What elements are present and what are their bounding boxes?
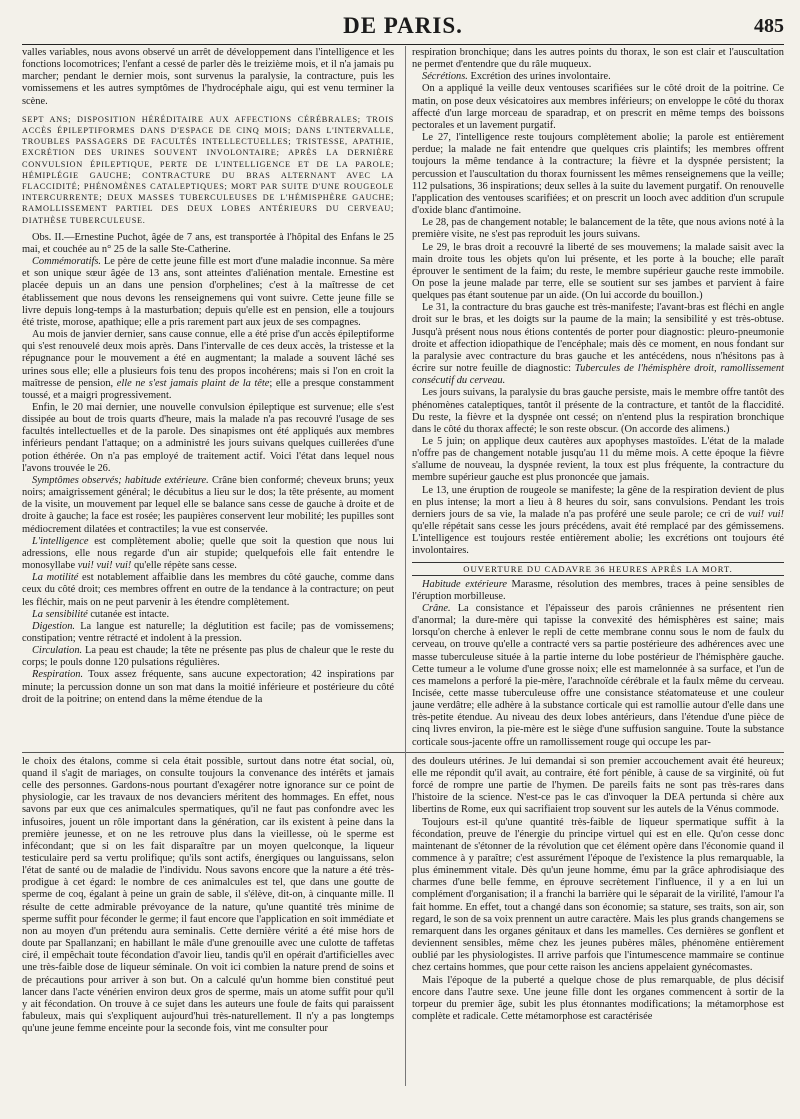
autopsy-heading: OUVERTURE DU CADAVRE 36 HEURES APRÈS LA MORT. [412,562,784,576]
section-label: Digestion. [32,620,76,632]
feuilleton-paragraph: Mais l'époque de la puberté a quelque chose de plus remarquable, de plus décisif encore dans l'autre sexe. Une jeune fille dont les organes commencent à sortir de la torpeur du premier âge, subit les plus étonnantes modifications; la métamorphose est complète et radicale. Cette métamorphose est caractérisée [412,974,784,1023]
paragraph-digestion: Digestion. La langue est naturelle; la déglutition est facile; pas de vomissemens; constipation; ventre rétracté et indolent à la pression. [22,620,394,644]
observation-intro: Obs. II.—Ernestine Puchot, âgée de 7 ans, est transportée à l'hôpital des Enfans le 25 mai, et couchée au n° 25 de la salle Ste-Catherine. [22,231,394,255]
section-label: Commémoratifs. [32,256,101,268]
page-number: 485 [754,15,784,37]
section-label: Symptômes observés; habitude extérieure. [32,474,209,486]
section-label: Circulation. [32,645,83,657]
page-header [22,10,784,45]
section-label: La motilité [32,572,79,584]
paragraph-le-13: Le 13, une éruption de rougeole se manifeste; la gêne de la respiration devient de plus en plus intense; la mort a lieu à 8 heures du soir, sans convulsions. Pendant les trois derniers jours de sa vie, la malade n'a pas proféré une seule parole; ce cri de vui! vui! qu'elle répétait sans cesse les jours précédens, avait été remplacé par des gémissemens. L'intelligence est toujours restée entièrement abolie; les excrétions ont toujours été involontaires. [412,484,784,557]
feuilleton-left-text: le choix des étalons, comme si cela était possible, surtout dans notre état social, où, quand il s'agit de mariages, on consulte toujours la convenance des intérêts et jamais celle des personnes. Gardons-nous pourtant d'exagérer notre ignorance sur ce point de physiologie, car les travaux de nos devanciers méritent des hommages. En effet, nous savons par eux que ces animalcules spermatiques, qu'il ne faut pas confondre avec les infusoires, jouent un rôle important dans la génération, car ils existent à peine dans la première jeunesse, et on ne les retrouve plus dans la vieillesse, où le sperme est infécondant; que si on les fait disparaître par un moyen quelconque, la liqueur testiculaire perd sa vertu prolifique; qu'ils sont actifs, énergiques ou languissans, selon l'état de santé ou de maladie de l'individu. Nous savons encore que la nature a été très-prodigue à cet égard: le nombre de ces animalcules est tel, que dans une goutte de sperme de coq, égalant à peine un grain de sable, il s'élève, dit-on, à cinquante mille. Il résulte de cette admirable prévoyance de la nature, qu'une quantité très minime de sperme suffit pour féconder le germe; il faut encore que l'application en soit immédiate et non au moyen d'un prétendu aura seminalis. Cette dernière vérité a été mise hors de doute par Spallanzani; en habillant le mâle d'une grenouille avec une culotte de taffetas ciré, il empêchait toute fécondation d'avoir lieu, tandis qu'il en opérait d'artificielles avec une très-faible dose de liqueur séminale. On voit ici combien la nature prend de soins et de précautions pour arriver à son but. On a calculé qu'un homme bien constitué peut lancer dans l'acte vénérien environ deux gros de sperme, mais un atome suffit pour qu'il y ait fécondation. On trouve à ce sujet dans les auteurs une foule de faits qui paraissent fabuleux, mais qui s'expliquent aujourd'hui très-naturellement. Il n'y a pas longtemps qu'une jeune femme enceinte pour la seconde fois, vint me consulter pour [22,755,394,1035]
right-bottom-column [412,756,784,1036]
paragraph-commemoratifs: Commémoratifs. Le père de cette jeune fille est mort d'une maladie inconnue. Sa mère et son unique sœur âgée de 13 ans, sont atteintes d'aliénation mentale. Ernestine est placée depuis un an dans une pension d'orphelines; c'est à la maîtresse de cet établissement que nous devons les renseignemens qui vont suivre. Cette jeune fille se livre depuis long-temps à la masturbation; depuis qu'elle est en pension, elle a toujours été triste, morose, apathique; elle a pris rarement part aux jeux de ses compagnes. [22,256,394,328]
paragraph-mai: Enfin, le 20 mai dernier, une nouvelle convulsion épileptique est survenue; elle s'est dissipée au bout de trois quarts d'heure, mais la malade n'a pas recouvré l'usage de ses facultés intellectuelles et de la parole. Des sinapismes ont été appliqués aux membres inférieurs pendant l'attaque; on a administré les jours suivans quelques cuillerées d'une potion éthérée. On n'a pas employé de traitement actif. Voici l'état dans lequel nous l'avons trouvée le 26. [22,402,394,474]
section-label: Crâne. [422,602,451,614]
paragraph-jours-suivans: Les jours suivans, la paralysie du bras gauche persiste, mais le membre offre tantôt des phénomènes cataleptiques, tantôt il présente de la contracture, et tantôt de la flaccidité. Du reste, la fièvre et la dyspnée ont cessé; on n'entend plus la respiration bronchique dans le côté du thorax affecté; le son reste obscur. (On accorde des alimens.) [412,387,784,435]
section-label: Habitude extérieure [422,578,507,590]
paragraph-intelligence: L'intelligence est complètement abolie; quelle que soit la question que nous lui adressions, elle nous regarde d'un air stupide; quelquefois elle fait entendre le monosyllabe vui! vui! vui! qu'elle répète sans cesse. [22,535,394,572]
paragraph-symptomes: Symptômes observés; habitude extérieure. Crâne bien conformé; cheveux bruns; yeux noirs; amaigrissement général; le décubitus a lieu sur le dos; la tête présente, au moment de la visite, un mouvement par lequel elle se balance sans cesse de gauche à droite et de droite à gauche; la face est rosée; les paupières conservent leur mobilité; les pupilles sont médiocrement dilatées et contractiles; la vue est conservée. [22,474,394,535]
paragraph-habitude: Habitude extérieure Marasme, résolution des membres, traces à peine sensibles de l'éruption morbilleuse. [412,578,784,602]
left-column [22,47,394,749]
page-title: DE PARIS. [343,13,463,38]
feuilleton-paragraph: Toujours est-il qu'une quantité très-faible de liqueur spermatique suffit à la fécondation, preuve de l'énergie du principe virtuel qui est en elle. Qu'on cesse donc maintenant de s'étonner de la révolution que cet élément opère dans l'économie quand il commence à y paraître; c'est assurément l'époque de l'existence la plus remarquable, la plus éminemment vitale. Dès qu'un jeune homme, ému par la grâce aphrodisiaque des charmes d'une belle femme, en éprouve secrètement l'influence, il y a en lui un complément d'organisation; il a franchi la barrière qui le séparait de la virilité, l'amour l'a fait homme. En effet, tout a changé dans son économie; sa stature, ses traits, son air, son regard, le son de sa voix prennent un autre caractère. Mais les plus grands changemens se remarquent dans les organes génitaux et dans les mamelles. Ces dernières se gonflent et deviennent sensibles, même chez les jeunes pubères mâles, phénomène entièrement oublié par les physiologistes. Il arrive parfois que l'intumescence mammaire se continue chez certains hommes, que pour cette raison les anciens appelaient gynécomastes. [412,816,784,974]
paragraph-circulation: Circulation. La peau est chaude; la tête ne présente pas plus de chaleur que le reste du corps; le pouls donne 120 pulsations régulières. [22,645,394,669]
paragraph-ventouses: On a appliqué la veille deux ventouses scarifiées sur le côté droit de la poitrine. Ce matin, on pose deux vésicatoires aux membres inférieurs; on enveloppe le côté du thorax affecté d'un large morceau de sparadrap, et on prescrit en même temps des boissons pectorales et un lavement purgatif. [412,83,784,131]
feuilleton-rule [22,752,784,753]
lower-columns [22,756,784,1036]
section-label: La sensibilité [32,608,88,620]
paragraph-le-28: Le 28, pas de changement notable; le balancement de la tête, que nous avions noté à la première visite, ne s'est pas reproduit les jours suivans. [412,217,784,241]
paragraph-le-29: Le 29, le bras droit a recouvré la liberté de ses mouvemens; la malade saisit avec la main droite tous les objets qu'on lui présente, et les porte à la bouche; elle paraît éprouver le sentiment de la faim; du reste, le membre supérieur gauche reste immobile. On pose la jeune malade par terre, elle se soutient sur ses jambes et parvient à faire quelques pas étant soutenue par un aide. (On lui accorde du bouillon.) [412,241,784,302]
upper-columns [22,47,784,749]
section-label: Sécrétions. [422,71,468,83]
column-divider [405,46,406,1086]
opening-paragraph: valles variables, nous avons observé un arrêt de développement dans l'intelligence et les fonctions locomotrices; l'enfant a cessé de parler dès le treizième mois, et il n'a jamais pu marcher; pendant le dernier mois, sont survenus la paralysie, la contracture, puis les vomissemens et les autres symptômes de l'hydrocéphale aigu, qui est venu terminer la scène. [22,47,394,107]
paragraph-respiration: Respiration. Toux assez fréquente, sans aucune expectoration; 42 inspirations par minute; la percussion donne un son mat dans la moitié inférieure et postérieure du côté droit de la poitrine; on entend dans la même étendue de la [22,669,394,705]
paragraph-le-27: Le 27, l'intelligence reste toujours complètement abolie; la parole est entièrement perdue; la malade ne fait entendre que quelques cris plaintifs; les membres offrent toujours la même tendance à la contracture; la fièvre et la dyspnée persistent; la percussion et l'auscultation du thorax fournissent les mêmes renseignemens que la veille; 112 pulsations, 36 inspirations; deux selles à la suite du lavement purgatif. On renouvelle l'application des ventouses scarifiées; et on prescrit un looch avec addition d'un scrupule d'oxide blanc d'antimoine. [412,132,784,217]
section-label: L'intelligence [32,535,89,547]
paragraph-5-juin: Le 5 juin; on applique deux cautères aux apophyses mastoïdes. L'état de la malade n'offre pas de changement notable jusqu'au 11 du même mois. A cette époque la fièvre s'allume de nouveau, la dyspnée revient, la toux est plus fréquente, la contracture du membre supérieur gauche est plus prononcée que jamais. [412,436,784,484]
continued-paragraph: respiration bronchique; dans les autres points du thorax, le son est clair et l'auscultation ne permet d'entendre que du râle muqueux. [412,47,784,71]
feuilleton-paragraph: des douleurs utérines. Je lui demandai si son premier accouchement avait été heureux; elle me répondit qu'il avait, au contraire, été fort pénible, à cause de sa virginité, où fut forcé de rompre une partie de l'hymen. De pareils faits ne sont pas très-rares dans l'histoire de la science. N'est-ce pas le cas d'invoquer la DEA pertunda si chère aux libertins de Rome, eux qui sacrifiaient trop souvent sur les autels de la Vénus commode. [412,755,784,816]
left-bottom-column [22,756,394,1036]
section-label: Respiration. [32,669,84,681]
paragraph-motilite: La motilité est notablement affaiblie dans les membres du côté gauche, comme dans ceux du côté droit; ces membres offrent en outre de la tendance à la contracture; on peut les fléchir, mais on ne peut parvenir à les étendre complètement. [22,572,394,608]
paragraph-le-31: Le 31, la contracture du bras gauche est très-manifeste; l'avant-bras est fléchi en angle droit sur le bras, et les doigts sur la paume de la main; la sensibilité y est très-obtuse. Jusqu'à présent nous nous étions contentés de porter pour diagnostic: pleuro-pneumonie droite et affection idiopathique de l'encéphale; mais dès ce moment, en nous fondant sur la paralysie avec contracture du bras gauche et les antécédens, nous n'hésitons pas à écrire sur notre feuille de diagnostic: Tubercules de l'hémisphère droit, ramollissement consécutif du cerveau. [412,302,784,387]
newspaper-page [22,10,784,1035]
right-column [412,47,784,749]
paragraph-crane: Crâne. La consistance et l'épaisseur des parois crâniennes ne présentent rien d'anormal; la dure-mère qui tapisse la convexité des hémisphères est saine; mais lorsqu'on cherche à enlever le repli de cette membrane connu sous le nom de faulx du cerveau, on trouve qu'elle a contracté vers sa partie postérieure des adhérences avec une masse tuberculeuse située à la partie interne du lobe postérieur de l'hémisphère gauche. Cette tumeur a le volume d'une grosse noix; elle est mamelonnée à sa surface, et l'un de ces mamelons a perforé la pie-mère, l'arachnoïde cérébrale et la faulx même du cerveau. Incisée, cette masse tuberculeuse offre une consistance stéatomateuse et une couleur jaune verdâtre; elle adhère à la substance corticale qui est ramollie autour d'elle dans une très-petite étendue. Au niveau des deux lobes antérieurs, dans l'étendue d'une pièce de cinq livres environ, la pie-mère est le siège d'une suffusion sanguine. Toute la substance corticale sous-jacente offre un ramollissement rouge qui occupe les par- [412,602,784,748]
paragraph-janvier: Au mois de janvier dernier, sans cause connue, elle a été prise d'un accès épileptiforme qui s'est renouvelé deux mois après. Dans l'intervalle de ces deux accès, la tristesse et la répugnance pour le mouvement a été en augmentant; la malade a souvent lâché ses urines sous elle; elle a plusieurs fois tenu des propos incohérens; mais si l'on en croit la maîtresse de pension, elle ne s'est jamais plaint de la tête; elle a presque constamment toussé, et a maigri progressivement. [22,329,395,401]
case-summary: SEPT ANS; DISPOSITION HÉRÉDITAIRE AUX AFFECTIONS CÉRÉBRALES; TROIS ACCÈS ÉPILEPTIFORMES DANS D'ESPACE DE CINQ MOIS; DANS L'INTERVALLE, TROUBLES PASSAGERS DE FACULTÉS INTELLECTUELLES; TRISTESSE, APATHIE, EXCRÉTION DES URINES SOUVENT INVOLONTAIRE; APRÈS LA DERNIÈRE CONVULSION ÉPILEPTIQUE, PERTE DE L'INTELLIGENCE ET DE LA PAROLE; HÉMIPLÉGIE GAUCHE; CONTRACTURE DU BRAS ALTERNANT AVEC LA FLACCIDITÉ; PHÉNOMÈNES CATALEPTIQUES; MORT PAR SUITE D'UNE ROUGEOLE INTERCURRENTE; DEUX MASSES TUBERCULEUSES DE L'HÉMISPHÈRE GAUCHE; RAMOLLISSEMENT PARTIEL DES DEUX LOBES ANTÉRIEURS DU CERVEAU; DIATHÈSE TUBERCULEUSE. [22,114,394,225]
paragraph-sensibilite: La sensibilité cutanée est intacte. [32,608,170,620]
paragraph-secretions: Sécrétions. Excrétion des urines involontaire. [422,71,611,83]
